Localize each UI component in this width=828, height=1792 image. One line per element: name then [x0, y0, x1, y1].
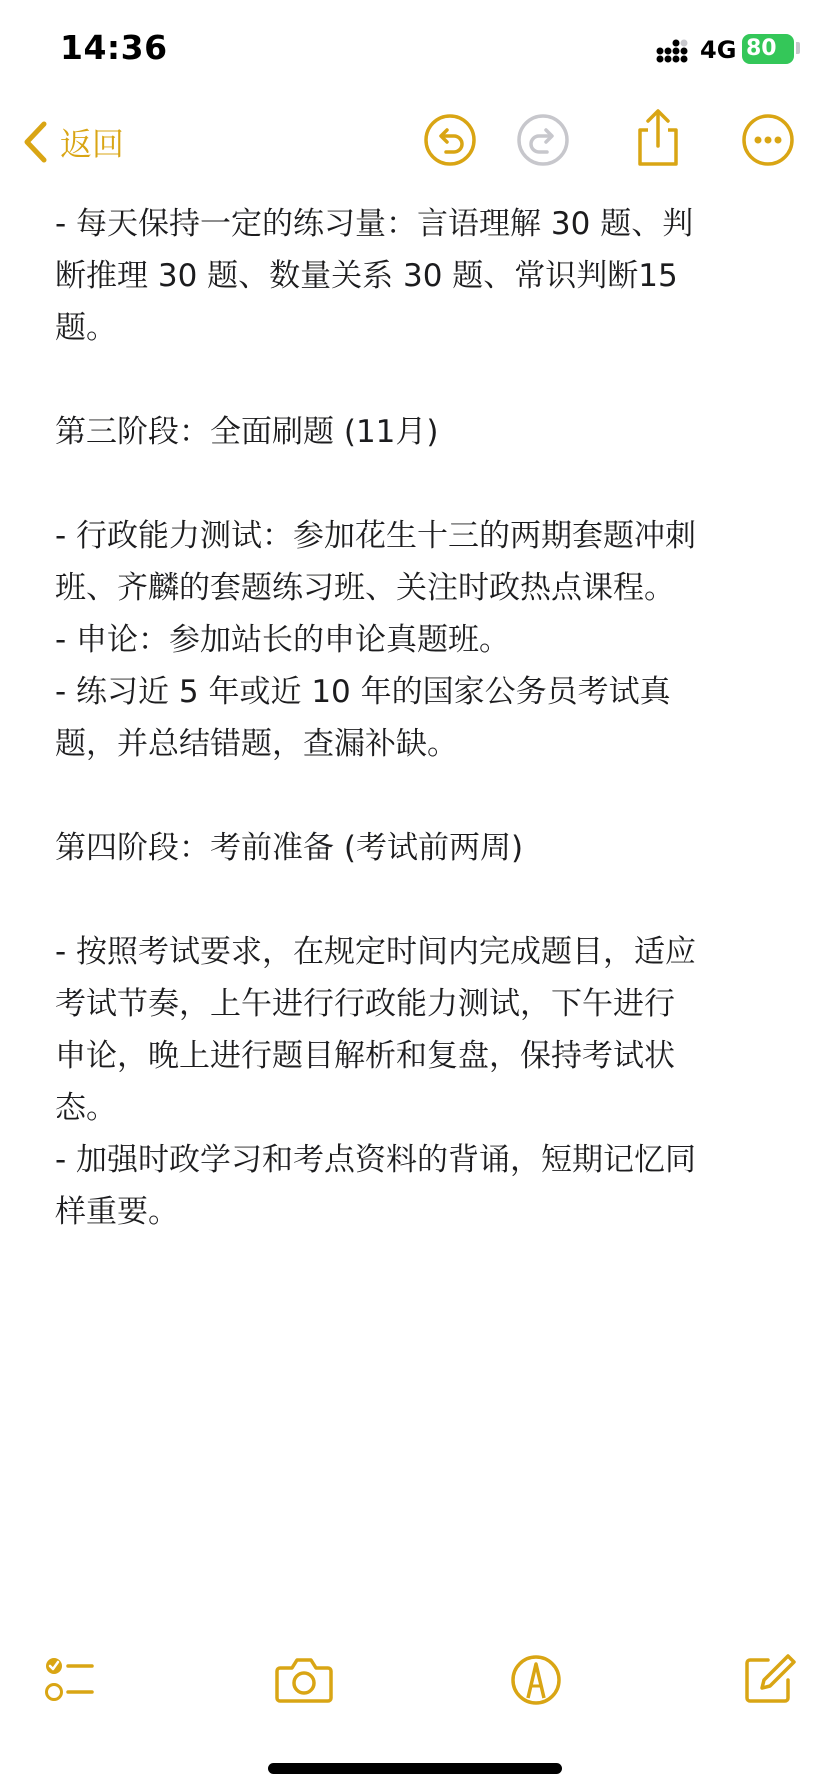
note-blank-line: [55, 770, 785, 822]
undo-button[interactable]: [422, 112, 478, 168]
markup-button[interactable]: [506, 1650, 566, 1710]
camera-button[interactable]: [272, 1650, 336, 1710]
battery-level: 80: [746, 36, 777, 61]
note-line: 断推理 30 题、数量关系 30 题、常识判断15: [55, 258, 678, 294]
undo-icon: [422, 112, 478, 168]
note-line: 样重要。: [55, 1194, 179, 1230]
note-line: 题，并总结错题，查漏补缺。: [55, 726, 458, 762]
nav-bar: [0, 100, 828, 180]
home-indicator: [268, 1763, 562, 1774]
note-line: - 行政能力测试：参加花生十三的两期套题冲刺: [55, 518, 697, 554]
note-line: 班、齐麟的套题练习班、关注时政热点课程。: [55, 570, 675, 606]
note-line: 态。: [55, 1090, 117, 1126]
note-line: - 申论：参加站长的申论真题班。: [55, 622, 511, 658]
note-blank-line: [55, 458, 785, 510]
compose-icon: [738, 1650, 798, 1710]
back-button[interactable]: [22, 118, 124, 166]
checklist-button[interactable]: [40, 1650, 100, 1710]
note-line: - 加强时政学习和考点资料的背诵，短期记忆同: [55, 1142, 697, 1178]
note-body[interactable]: [55, 198, 785, 1238]
redo-button[interactable]: [515, 112, 571, 168]
note-line: 题。: [55, 310, 117, 346]
more-icon: [740, 112, 796, 168]
chevron-left-icon: [22, 120, 48, 164]
note-line: - 按照考试要求，在规定时间内完成题目，适应: [55, 934, 697, 970]
note-line: - 每天保持一定的练习量：言语理解 30 题、判: [55, 206, 694, 242]
compose-button[interactable]: [738, 1650, 798, 1710]
note-line: - 练习近 5 年或近 10 年的国家公务员考试真: [55, 674, 671, 710]
status-bar: [0, 0, 828, 100]
cellular-signal-icon: [656, 38, 690, 64]
note-blank-line: [55, 354, 785, 406]
battery-icon: [742, 34, 794, 64]
note-line: 第四阶段：考前准备 (考试前两周): [55, 830, 524, 866]
share-button[interactable]: [628, 106, 688, 170]
status-time: 14:36: [60, 28, 168, 67]
back-label: 返回: [60, 125, 125, 163]
checklist-icon: [40, 1650, 100, 1710]
note-line: 考试节奏，上午进行行政能力测试，下午进行: [55, 986, 675, 1022]
note-blank-line: [55, 874, 785, 926]
more-button[interactable]: [740, 112, 796, 168]
note-line: 申论，晚上进行题目解析和复盘，保持考试状: [55, 1038, 675, 1074]
battery-cap: [796, 42, 800, 54]
redo-icon: [515, 112, 571, 168]
share-icon: [628, 106, 688, 170]
note-line: 第三阶段：全面刷题 (11月): [55, 414, 439, 450]
markup-pen-icon: [506, 1650, 566, 1710]
network-type: 4G: [700, 36, 737, 64]
camera-icon: [272, 1650, 336, 1710]
bottom-toolbar: [0, 1640, 828, 1720]
